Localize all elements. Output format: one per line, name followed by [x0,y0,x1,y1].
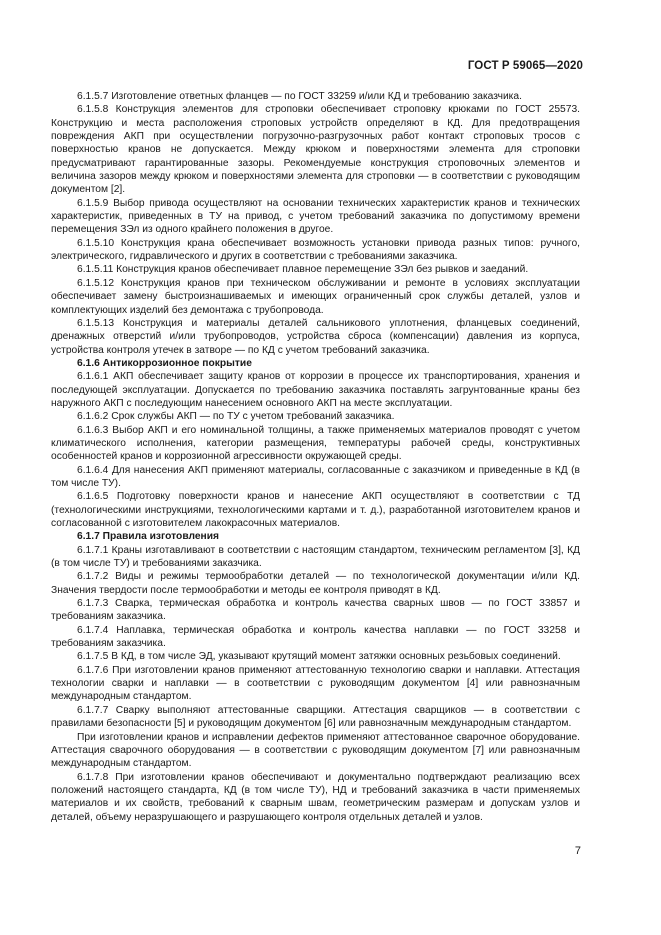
paragraph: 6.1.6.1 АКП обеспечивает защиту кранов от коррозии в процессе их транспортирования, хранения и последующей эксплуатации. Допускается по требованию заказчика поставлять загрунтованные краны без наружного АКП с последующим нанесением основного АКП на месте эксплуатации. [51,371,580,409]
page-number: 7 [574,845,581,857]
paragraph: 6.1.7.6 При изготовлении кранов применяют аттестованную технологию сварки и наплавки. Аттестация технологии сварки и наплавки — в соответствии с руководящим документом [4] или равнозначным международным стандартом. [51,664,580,703]
paragraph: 6.1.7.7 Сварку выполняют аттестованные сварщики. Аттестация сварщиков — в соответствии с правилами безопасности [5] и руководящим документом [6] или равнозначным международным стандартом. [51,704,580,730]
paragraph: 6.1.7.1 Краны изготавливают в соответствии с настоящим стандартом, техническим регламентом [3], КД (в том числе ТУ) и требованиями заказчика. [51,544,580,570]
paragraph: 6.1.6.2 Срок службы АКП — по ТУ с учетом требований заказчика. [77,411,395,423]
paragraph: При изготовлении кранов и исправлении дефектов применяют аттестованное сварочное оборудование. Аттестация сварочного оборудования — в соответствии с руководящим документом [7] или равнозначным международным стандартом. [51,731,580,770]
paragraph: 6.1.6.3 Выбор АКП и его номинальной толщины, а также применяемых материалов проводят с учетом климатического исполнения, категории размещения, температуры рабочей среды, конструктивных особенностей кранов и коррозионной агрессивности окружающей среды. [51,424,580,463]
paragraph: 6.1.7.2 Виды и режимы термообработки деталей — по технологической документации и/или КД. Значения твердости после термообработки и методы ее контроля приводят в КД. [51,571,580,596]
paragraph: 6.1.7.5 В КД, в том числе ЭД, указывают крутящий момент затяжки основных резьбовых соединений. [77,651,561,663]
paragraph: 6.1.6.4 Для нанесения АКП применяют материалы, согласованные с заказчиком и приведенные в КД (в том числе ТУ). [51,464,580,489]
section-heading: 6.1.7 Правила изготовления [77,531,220,543]
paragraph: 6.1.7.4 Наплавка, термическая обработка и контроль качества наплавки — по ГОСТ 33258 и требованиям заказчика. [51,624,580,650]
paragraph: 6.1.5.10 Конструкция крана обеспечивает возможность установки привода разных типов: ручного, электрического, гидравлического и других в соответствии с требованиями заказчика. [51,237,580,263]
document-body [51,90,580,824]
paragraph: 6.1.5.8 Конструкция элементов для строповки обеспечивает строповку крюками по ГОСТ 25573. Конструкцию и места расположения строповых устройств определяют в КД. Для предотвращения повреждения АКП при осуществлении погрузочно-разгрузочных работ контакт строповых тросов с поверхностью кранов не допускается. Между крюком и поверхностями элемента для строповки предусматривают гарантированные зазоры. Рекомендуемые конструкция строповочных элементов и величина зазоров между крюком и поверхностями элемента для строповки — в соответствии с руководящим документом [2]. [51,104,580,196]
paragraph: 6.1.5.7 Изготовление ответных фланцев — по ГОСТ 33259 и/или КД и требованию заказчика. [77,91,522,102]
paragraph: 6.1.5.9 Выбор привода осуществляют на основании технических характеристик кранов и технических характеристик, приведенных в ТУ на привод, с учетом требований заказчика по допустимому времени перемещения ЗЭл из одного крайнего положения в другое. [51,197,580,236]
section-heading: 6.1.6 Антикоррозионное покрытие [77,357,252,369]
paragraph: 6.1.5.11 Конструкция кранов обеспечивает плавное перемещение ЗЭл без рывков и заеданий. [77,264,529,276]
paragraph: 6.1.5.12 Конструкция кранов при техническом обслуживании и ремонте в условиях эксплуатации обеспечивает замену быстроизнашиваемых и имеющих ограниченный срок службы деталей, узлов и комплектующих изделий без демонтажа с трубопровода. [51,277,580,316]
paragraph: 6.1.6.5 Подготовку поверхности кранов и нанесение АКП осуществляют в соответствии с ТД (технологическими инструкциями, технологическими картами и т. д.), разработанной изготовителем кранов и согласованной с изготовителем лакокрасочных материалов. [51,491,580,529]
paragraph: 6.1.7.3 Сварка, термическая обработка и контроль качества сварных швов — по ГОСТ 33857 и требованиям заказчика. [51,598,580,623]
paragraph: 6.1.7.8 При изготовлении кранов обеспечивают и документально подтверждают реализацию всех положений настоящего стандарта, КД (в том числе ТУ), НД и требований заказчика в части применяемых материалов и их свойств, требований к сварным швам, геометрическим размерам и допускам узлов и деталей, объему неразрушающего и разрушающего контроля отдельных деталей и узлов. [51,771,580,823]
paragraph: 6.1.5.13 Конструкция и материалы деталей сальникового уплотнения, фланцевых соединений, дренажных отверстий и/или трубопроводов, устройства сброса (компенсации) давления из корпуса, устройства контроля утечек в затворе — по КД с учетом требований заказчика. [51,317,580,356]
standard-header: ГОСТ Р 59065—2020 [467,60,583,72]
